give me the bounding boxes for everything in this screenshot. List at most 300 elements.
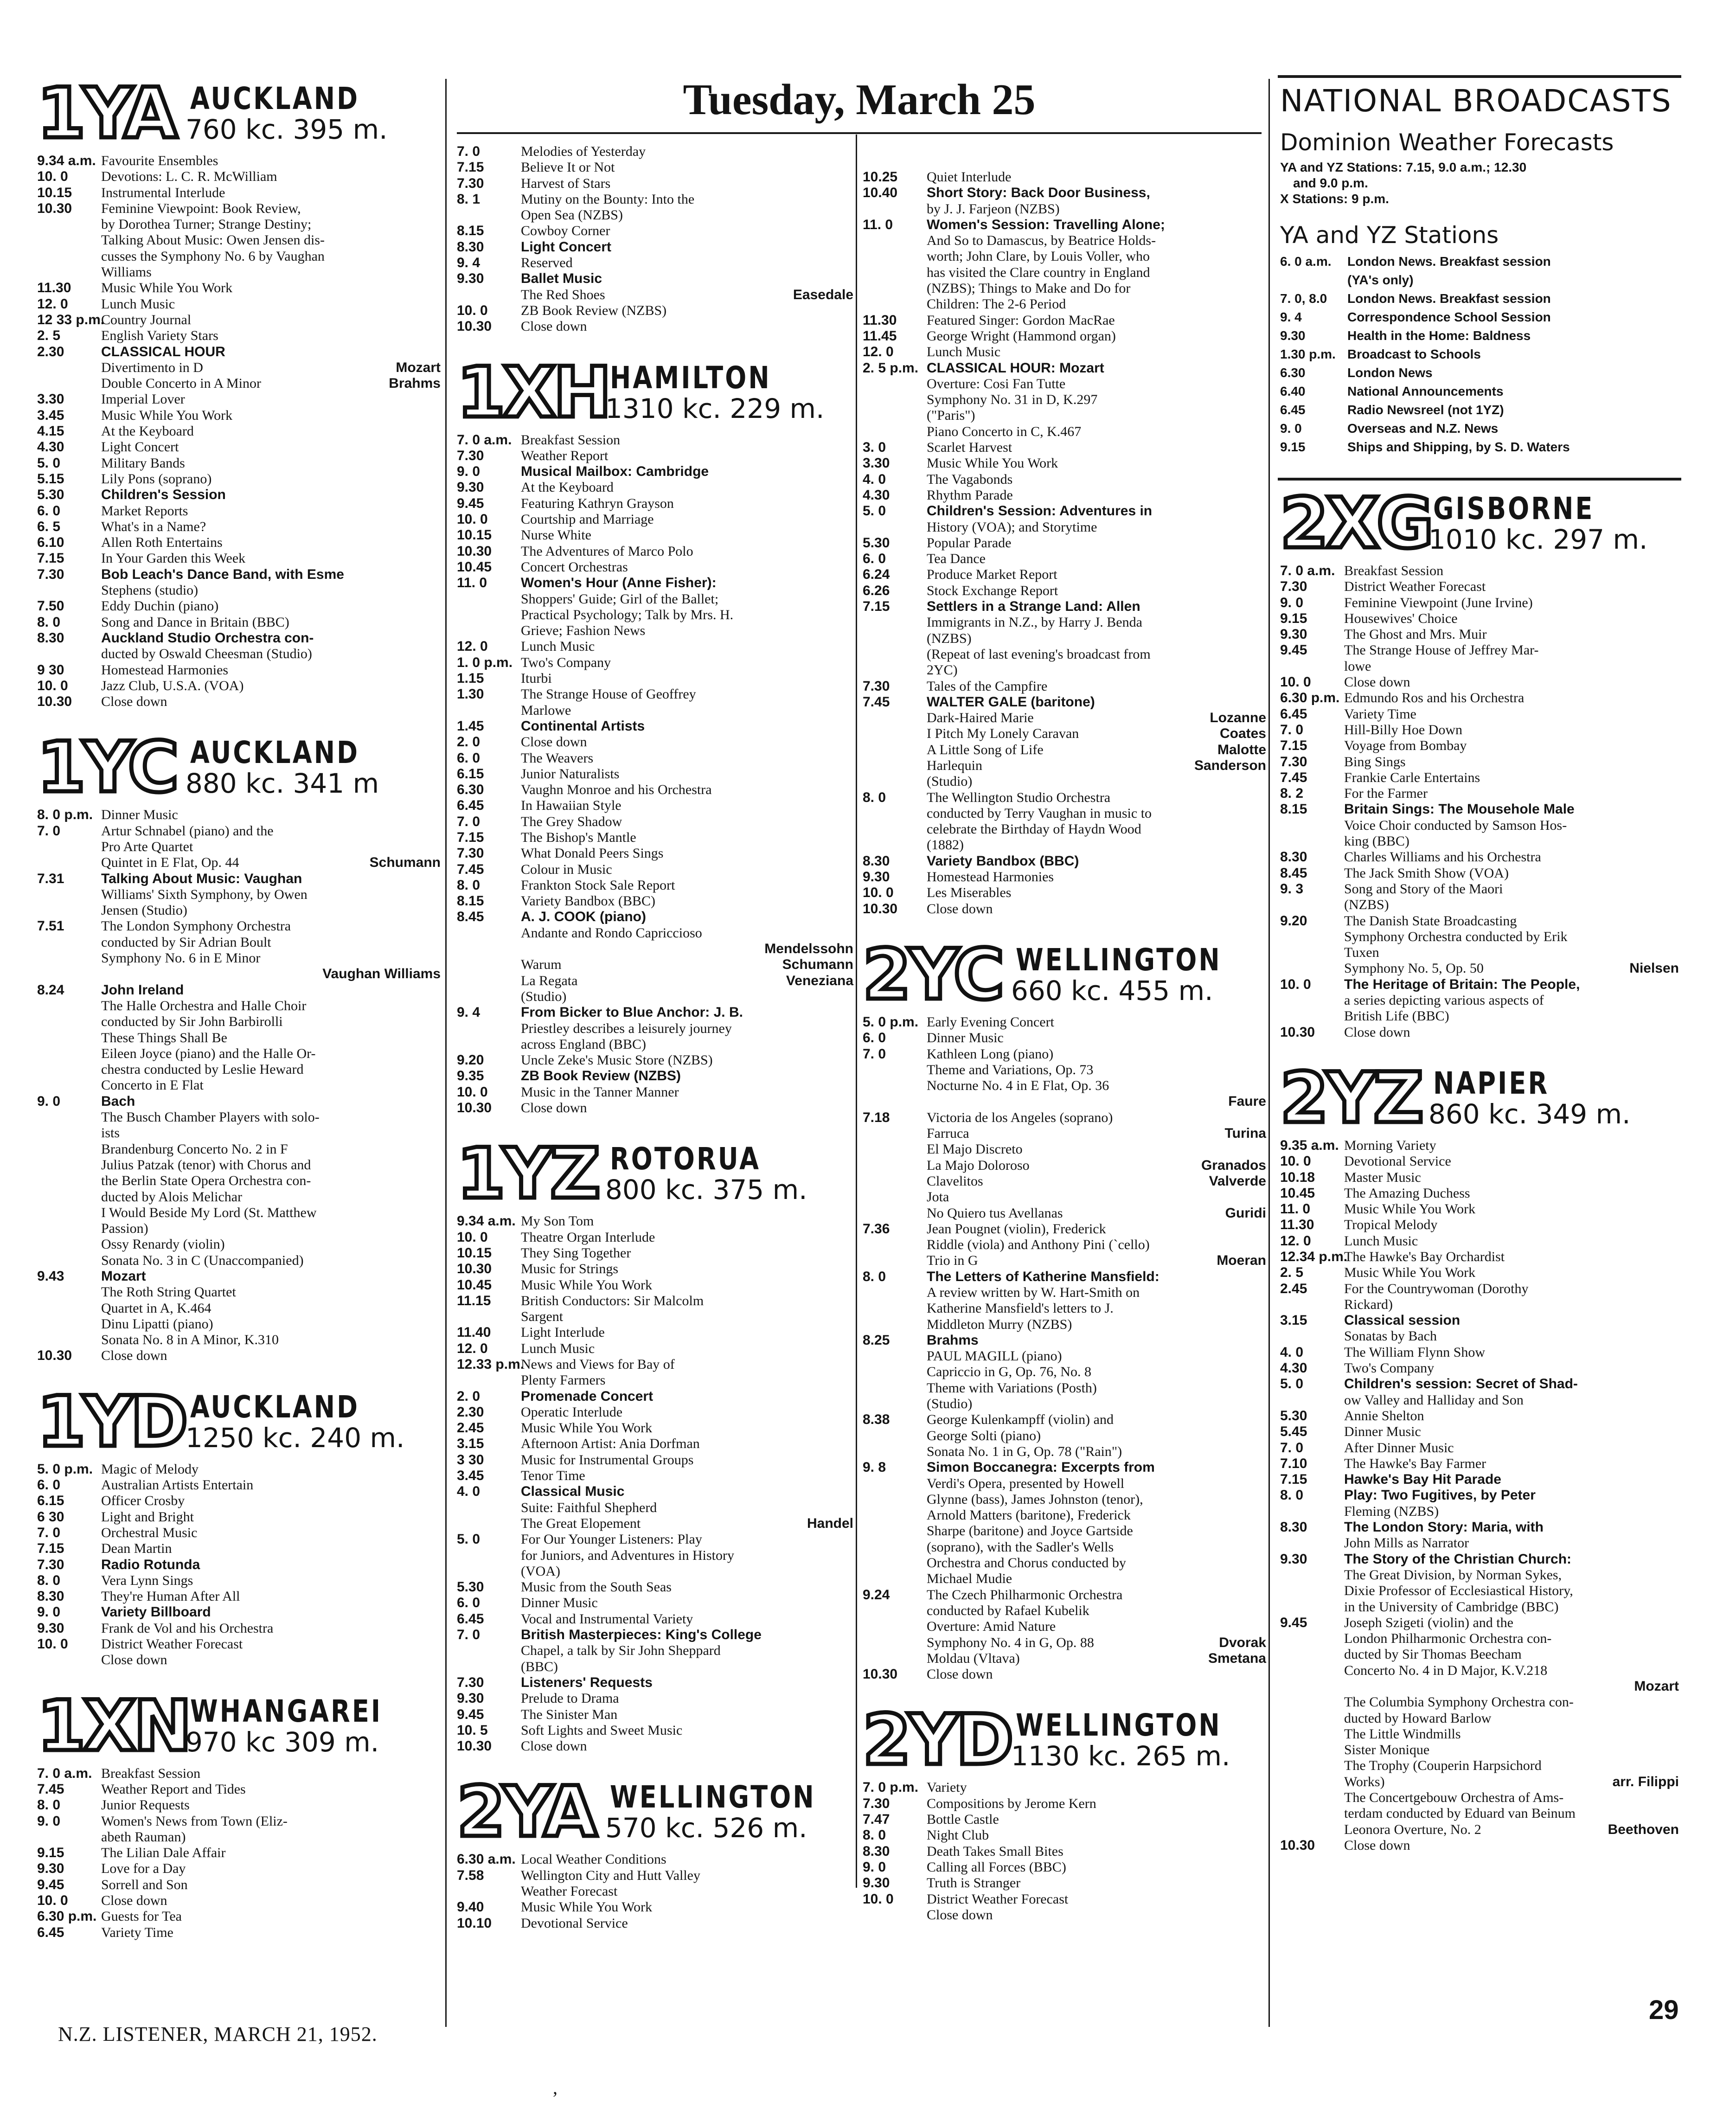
programme-time: 2. 5 p.m. bbox=[863, 360, 919, 376]
programme-time bbox=[863, 1507, 927, 1523]
programme-time bbox=[37, 646, 101, 662]
programme-time bbox=[863, 296, 927, 312]
programme-time bbox=[863, 615, 927, 630]
programme-time: 10.30 bbox=[457, 1738, 492, 1754]
programme-item bbox=[37, 328, 441, 344]
programme-item bbox=[37, 360, 441, 376]
programme-item bbox=[37, 583, 441, 598]
programme-time bbox=[863, 392, 927, 408]
programme-title: London Philharmonic Orchestra con- bbox=[1344, 1631, 1552, 1647]
programme-title: Joseph Szigeti (violin) and the bbox=[1344, 1615, 1513, 1630]
programme-time: 2.45 bbox=[457, 1420, 484, 1436]
programme-title: CLASSICAL HOUR: Mozart bbox=[927, 360, 1104, 376]
programme-time: 6.15 bbox=[457, 766, 484, 782]
programme-item bbox=[863, 1269, 1266, 1285]
programme-item bbox=[457, 1868, 853, 1884]
programme-item bbox=[457, 1068, 853, 1084]
national-item-title: Radio Newsreel (not 1YZ) bbox=[1347, 403, 1504, 417]
programme-title: Sharpe (baritone) and Joyce Gartside bbox=[927, 1523, 1133, 1539]
programme-time bbox=[863, 1555, 927, 1571]
programme-time: 8. 0 bbox=[37, 1797, 61, 1813]
page-number: 29 bbox=[1649, 1995, 1679, 2025]
programme-item bbox=[863, 440, 1266, 455]
station-1xn bbox=[37, 1687, 441, 1941]
national-item-title: Ships and Shipping, by S. D. Waters bbox=[1347, 440, 1570, 454]
programme-time: 5.30 bbox=[1280, 1408, 1307, 1423]
programme-title: Produce Market Report bbox=[927, 567, 1057, 583]
programme-item bbox=[457, 1084, 853, 1100]
programme-item bbox=[863, 1141, 1266, 1157]
programme-item bbox=[457, 160, 853, 175]
programme-item bbox=[37, 1157, 441, 1173]
programme-title: cusses the Symphony No. 6 by Vaughan bbox=[101, 248, 325, 264]
station-2yc bbox=[863, 936, 1266, 1682]
programme-item bbox=[37, 1237, 441, 1252]
programme-time bbox=[457, 703, 521, 718]
programme-time: 5. 0 bbox=[1280, 1376, 1304, 1392]
composer-name: Nielsen bbox=[1629, 961, 1679, 976]
programme-time bbox=[37, 1109, 101, 1125]
programme-item bbox=[457, 303, 853, 319]
programme-title: Theatre Organ Interlude bbox=[521, 1229, 655, 1245]
programme-time bbox=[863, 519, 927, 535]
programme-time bbox=[863, 631, 927, 647]
programme-title: conducted by Terry Vaughan in music to bbox=[927, 805, 1152, 821]
programme-title: Lunch Music bbox=[521, 1340, 595, 1356]
programme-list bbox=[37, 1766, 441, 1941]
programme-time bbox=[457, 207, 521, 223]
programme-time: 7.50 bbox=[37, 598, 64, 614]
programme-item bbox=[37, 1077, 441, 1093]
station-2yz bbox=[1280, 1059, 1679, 1853]
programme-time: 12.34 p.m. bbox=[1280, 1249, 1348, 1264]
programme-title: For the Countrywoman (Dorothy bbox=[1344, 1281, 1529, 1296]
programme-title: king (BBC) bbox=[1344, 833, 1409, 849]
programme-title: George Wright (Hammond organ) bbox=[927, 328, 1116, 344]
programme-time: 8.30 bbox=[37, 1589, 64, 1604]
programme-title: Arnold Matters (baritone), Frederick bbox=[927, 1507, 1131, 1523]
programme-title: Jazz Club, U.S.A. (VOA) bbox=[101, 678, 244, 693]
composer-name: Mendelssohn bbox=[764, 941, 853, 957]
programme-item bbox=[1280, 897, 1679, 913]
programme-title: Weather Report bbox=[521, 448, 609, 463]
programme-item bbox=[37, 1589, 441, 1604]
programme-time: 10.30 bbox=[863, 1667, 898, 1682]
programme-title: Junior Requests bbox=[101, 1797, 190, 1813]
programme-title: In Hawaiian Style bbox=[521, 798, 621, 814]
programme-time: 9. 3 bbox=[1280, 881, 1304, 897]
programme-title: British Life (BBC) bbox=[1344, 1008, 1449, 1024]
station-city: ROTORUA bbox=[610, 1141, 761, 1177]
programme-item bbox=[863, 249, 1266, 264]
programme-item bbox=[1280, 706, 1679, 722]
programme-item bbox=[863, 1396, 1266, 1412]
composer-name: Faure bbox=[1228, 1094, 1266, 1109]
column-rule bbox=[1268, 79, 1270, 2027]
programme-title: Close down bbox=[1344, 674, 1410, 690]
programme-title: Continental Artists bbox=[521, 718, 645, 734]
programme-item bbox=[1280, 770, 1679, 786]
programme-time bbox=[1280, 1328, 1344, 1344]
programme-time: 7.15 bbox=[457, 829, 484, 845]
programme-title: Frankton Stock Sale Report bbox=[521, 877, 675, 893]
programme-title: Andante and Rondo Capriccioso bbox=[521, 925, 702, 941]
programme-time: 7.30 bbox=[863, 678, 890, 694]
station-2yd bbox=[863, 1701, 1266, 1923]
programme-time: 9.45 bbox=[457, 495, 484, 511]
programme-item bbox=[37, 439, 441, 455]
station-2ya bbox=[457, 1773, 853, 1931]
programme-title: Brandenburg Concerto No. 2 in F bbox=[101, 1141, 288, 1157]
programme-title: The Halle Orchestra and Halle Choir bbox=[101, 998, 307, 1013]
programme-title: Variety Bandbox (BBC) bbox=[521, 893, 655, 909]
programme-title: Children: The 2-6 Period bbox=[927, 296, 1066, 312]
programme-item bbox=[37, 918, 441, 934]
programme-item bbox=[1280, 1519, 1679, 1535]
programme-title: Edmundo Ros and his Orchestra bbox=[1344, 690, 1525, 706]
programme-item bbox=[37, 264, 441, 280]
programme-title: Compositions by Jerome Kern bbox=[927, 1795, 1096, 1811]
programme-title: Feminine Viewpoint (June Irvine) bbox=[1344, 595, 1533, 610]
programme-title: Stephens (studio) bbox=[101, 583, 199, 598]
programme-time bbox=[863, 1253, 927, 1269]
programme-item bbox=[863, 1158, 1266, 1173]
programme-time: 9. 0 bbox=[863, 1859, 886, 1875]
programme-item bbox=[457, 718, 853, 734]
programme-item bbox=[863, 1667, 1266, 1682]
programme-time bbox=[37, 1173, 101, 1189]
programme-title: Featured Singer: Gordon MacRae bbox=[927, 312, 1115, 328]
programme-time: 9.30 bbox=[1280, 627, 1307, 642]
programme-item bbox=[1280, 818, 1679, 833]
programme-item bbox=[1280, 1790, 1679, 1806]
programme-item bbox=[37, 280, 441, 296]
programme-time: 10.45 bbox=[1280, 1185, 1315, 1201]
programme-time: 7.15 bbox=[1280, 1472, 1307, 1487]
programme-item bbox=[37, 296, 441, 312]
programme-item bbox=[1280, 579, 1679, 595]
programme-item bbox=[863, 1619, 1266, 1635]
programme-title: Double Concerto in A Minor bbox=[101, 376, 261, 391]
programme-item bbox=[863, 837, 1266, 853]
programme-title: Fleming (NZBS) bbox=[1344, 1503, 1439, 1519]
programme-time: 10.30 bbox=[1280, 1024, 1315, 1040]
programme-time bbox=[1280, 1663, 1344, 1679]
programme-item bbox=[1280, 1472, 1679, 1487]
composer-name: Sanderson bbox=[1194, 757, 1266, 773]
programme-title: Tea Dance bbox=[927, 551, 986, 567]
programme-item bbox=[457, 480, 853, 495]
programme-title: The Bishop's Mantle bbox=[521, 829, 636, 845]
programme-time: 6.10 bbox=[37, 535, 64, 551]
programme-title: Pro Arte Quartet bbox=[101, 839, 193, 854]
programme-time bbox=[863, 821, 927, 837]
programme-title: For Our Younger Listeners: Play bbox=[521, 1532, 702, 1547]
programme-title: Quartet in A, K.464 bbox=[101, 1300, 211, 1316]
programme-time: 9.40 bbox=[457, 1899, 484, 1915]
programme-title: abeth Rauman) bbox=[101, 1829, 186, 1845]
programme-title: Believe It or Not bbox=[521, 160, 615, 175]
programme-time: 9.30 bbox=[457, 480, 484, 495]
station-heading bbox=[457, 1135, 853, 1213]
programme-time bbox=[863, 742, 927, 758]
programme-item bbox=[37, 1253, 441, 1269]
programme-item bbox=[457, 1691, 853, 1706]
programme-item bbox=[863, 869, 1266, 885]
national-items bbox=[1280, 252, 1679, 456]
programme-title: Close down bbox=[101, 1348, 167, 1364]
programme-title: WALTER GALE (baritone) bbox=[927, 694, 1095, 710]
programme-time bbox=[37, 998, 101, 1014]
programme-time: 10. 0 bbox=[1280, 674, 1311, 690]
programme-item bbox=[1280, 1138, 1679, 1154]
programme-item bbox=[863, 567, 1266, 583]
programme-item bbox=[37, 935, 441, 950]
programme-title: For the Farmer bbox=[1344, 786, 1428, 801]
programme-title: Dixie Professor of Ecclesiastical History, bbox=[1344, 1583, 1573, 1599]
programme-item bbox=[457, 1293, 853, 1309]
programme-item bbox=[1280, 1008, 1679, 1024]
programme-item bbox=[457, 207, 853, 223]
national-item-title: Broadcast to Schools bbox=[1347, 347, 1481, 361]
programme-time: 6.45 bbox=[1280, 706, 1307, 722]
station-heading bbox=[863, 1701, 1266, 1780]
programme-item bbox=[457, 1532, 853, 1547]
programme-time: 4.30 bbox=[37, 439, 64, 455]
programme-item bbox=[37, 871, 441, 887]
programme-time: 6. 5 bbox=[37, 519, 61, 534]
programme-item bbox=[1280, 1170, 1679, 1186]
programme-item bbox=[37, 1284, 441, 1300]
programme-item bbox=[863, 1476, 1266, 1492]
programme-item bbox=[457, 144, 853, 160]
programme-title: Play: Two Fugitives, by Peter bbox=[1344, 1487, 1536, 1503]
programme-title: Voyage from Bombay bbox=[1344, 738, 1467, 754]
programme-time bbox=[37, 935, 101, 950]
programme-item bbox=[37, 535, 441, 551]
programme-title: My Son Tom bbox=[521, 1213, 594, 1229]
programme-title: Uncle Zeke's Music Store (NZBS) bbox=[521, 1052, 713, 1068]
programme-title: News and Views for Bay of bbox=[521, 1357, 675, 1372]
programme-item bbox=[37, 1141, 441, 1157]
programme-item bbox=[457, 639, 853, 654]
programme-item bbox=[863, 647, 1266, 662]
programme-item bbox=[1280, 1838, 1679, 1853]
programme-item bbox=[1280, 929, 1679, 945]
programme-list bbox=[37, 1462, 441, 1668]
programme-time: 12. 0 bbox=[457, 639, 488, 654]
programme-title: Music While You Work bbox=[101, 280, 233, 296]
station-heading bbox=[37, 74, 441, 153]
programme-title: Dinu Lipatti (piano) bbox=[101, 1316, 213, 1332]
programme-item bbox=[37, 1509, 441, 1525]
date-title: Tuesday, March 25 bbox=[683, 76, 1036, 124]
station-city: NAPIER bbox=[1433, 1065, 1550, 1101]
programme-time: 9.34 a.m. bbox=[457, 1213, 516, 1229]
programme-time bbox=[37, 1284, 101, 1300]
programme-title: worth; John Clare, by Louis Voller, who bbox=[927, 249, 1150, 264]
composer-name: Mozart bbox=[1634, 1679, 1679, 1694]
programme-time bbox=[863, 647, 927, 662]
programme-title: Lunch Music bbox=[521, 639, 595, 654]
publication-footer: N.Z. LISTENER, MARCH 21, 1952. bbox=[58, 2023, 378, 2045]
programme-title: Marlowe bbox=[521, 702, 571, 718]
programme-item bbox=[863, 1780, 1266, 1795]
programme-item bbox=[37, 1925, 441, 1941]
programme-item bbox=[457, 496, 853, 512]
programme-item bbox=[457, 989, 853, 1005]
programme-item bbox=[37, 1205, 441, 1221]
programme-time bbox=[37, 232, 101, 248]
programme-item bbox=[37, 998, 441, 1014]
programme-item bbox=[37, 1604, 441, 1620]
programme-time bbox=[37, 249, 101, 264]
programme-time: 4. 0 bbox=[863, 471, 886, 487]
programme-time: 6.45 bbox=[37, 1924, 64, 1940]
programme-item bbox=[863, 1173, 1266, 1189]
programme-title: Military Bands bbox=[101, 455, 185, 471]
programme-time: 9. 0 bbox=[457, 464, 480, 480]
programme-item bbox=[37, 376, 441, 391]
programme-time: 9 30 bbox=[37, 662, 64, 678]
station-heading bbox=[37, 1383, 441, 1462]
programme-title: English Variety Stars bbox=[101, 328, 218, 344]
programme-title: Music from the South Seas bbox=[521, 1579, 672, 1595]
programme-time bbox=[37, 1062, 101, 1077]
programme-title bbox=[927, 1094, 1223, 1109]
programme-time bbox=[37, 1189, 101, 1205]
programme-time bbox=[37, 1046, 101, 1062]
programme-item bbox=[37, 678, 441, 694]
programme-title: The Wellington Studio Orchestra bbox=[927, 789, 1111, 805]
programme-title: Stock Exchange Report bbox=[927, 583, 1058, 598]
programme-title: Prelude to Drama bbox=[521, 1691, 619, 1706]
programme-item bbox=[863, 1126, 1266, 1141]
programme-title: Country Journal bbox=[101, 312, 192, 327]
programme-item bbox=[457, 1420, 853, 1436]
programme-title: Symphony No. 31 in D, K.297 bbox=[927, 392, 1098, 408]
programme-item bbox=[457, 1707, 853, 1723]
programme-time: 9.24 bbox=[863, 1587, 890, 1603]
programme-title: Calling all Forces (BBC) bbox=[927, 1859, 1066, 1875]
programme-item bbox=[1280, 595, 1679, 611]
programme-title: Officer Crosby bbox=[101, 1493, 185, 1509]
programme-title: Tropical Melody bbox=[1344, 1217, 1438, 1233]
programme-item bbox=[37, 1332, 441, 1348]
programme-title: Lunch Music bbox=[927, 344, 1001, 360]
programme-time bbox=[1280, 1297, 1344, 1313]
national-item-time: 6.30 bbox=[1280, 365, 1306, 380]
programme-title: Close down bbox=[101, 1652, 167, 1668]
programme-time bbox=[1280, 1711, 1344, 1726]
programme-item bbox=[37, 807, 441, 823]
programme-item bbox=[37, 1462, 441, 1477]
programme-time: 8. 0 bbox=[1280, 1487, 1304, 1503]
programme-time: 8. 0 bbox=[863, 1269, 886, 1284]
programme-time bbox=[863, 1141, 927, 1157]
programme-title: Bach bbox=[101, 1093, 135, 1109]
programme-title: (Studio) bbox=[927, 774, 973, 789]
programme-time bbox=[863, 1348, 927, 1364]
programme-title: conducted by Sir Adrian Boult bbox=[101, 934, 271, 950]
programme-item bbox=[37, 312, 441, 328]
programme-title: Chapel, a talk by Sir John Sheppard bbox=[521, 1643, 721, 1659]
programme-item bbox=[37, 344, 441, 360]
programme-time: 7.30 bbox=[863, 1795, 890, 1811]
programme-item bbox=[863, 583, 1266, 599]
programme-item bbox=[37, 1030, 441, 1046]
programme-time: 2.30 bbox=[457, 1404, 484, 1420]
programme-time bbox=[1280, 1535, 1344, 1551]
programme-title: ducted by Howard Barlow bbox=[1344, 1710, 1492, 1726]
programme-time bbox=[863, 837, 927, 853]
programme-title: (1882) bbox=[927, 837, 964, 853]
programme-time bbox=[37, 217, 101, 232]
programme-time: 10. 0 bbox=[37, 169, 68, 185]
programme-time bbox=[863, 662, 927, 678]
programme-item bbox=[1280, 690, 1679, 706]
programme-title: Jensen (Studio) bbox=[101, 903, 187, 918]
programme-item bbox=[37, 630, 441, 646]
programme-item bbox=[863, 901, 1266, 917]
programme-time bbox=[37, 1253, 101, 1269]
programme-item bbox=[457, 527, 853, 543]
programme-title: Suite: Faithful Shepherd bbox=[521, 1500, 657, 1515]
programme-title: A review written by W. Hart-Smith on bbox=[927, 1285, 1140, 1300]
programme-time: 7.15 bbox=[1280, 738, 1307, 754]
programme-time: 9.35 a.m. bbox=[1280, 1137, 1339, 1153]
programme-time: 10. 0 bbox=[37, 1636, 68, 1652]
programme-time bbox=[37, 1829, 101, 1845]
programme-title: The Ghost and Mrs. Muir bbox=[1344, 627, 1487, 642]
programme-item bbox=[457, 909, 853, 925]
programme-item bbox=[863, 1603, 1266, 1619]
programme-title: Close down bbox=[927, 1667, 993, 1682]
column-4 bbox=[1280, 0, 1679, 1857]
programme-item bbox=[1280, 1599, 1679, 1615]
programme-title: The Great Elopement bbox=[521, 1515, 641, 1531]
programme-time: 9.45 bbox=[457, 1706, 484, 1722]
programme-time: 4.30 bbox=[863, 487, 890, 503]
programme-time bbox=[1280, 1774, 1344, 1790]
programme-item bbox=[863, 599, 1266, 615]
programme-item bbox=[37, 423, 441, 439]
programme-time: 10.25 bbox=[863, 169, 898, 185]
programme-item bbox=[457, 1021, 853, 1037]
programme-item bbox=[1280, 738, 1679, 754]
programme-title: Junior Naturalists bbox=[521, 766, 620, 782]
programme-item bbox=[37, 1301, 441, 1316]
programme-item bbox=[37, 1525, 441, 1541]
programme-title: Variety Bandbox (BBC) bbox=[927, 853, 1079, 869]
programme-item bbox=[457, 1261, 853, 1277]
programme-title: Michael Mudie bbox=[927, 1571, 1012, 1587]
programme-title: Concert Orchestras bbox=[521, 559, 628, 575]
programme-title: Close down bbox=[1344, 1024, 1410, 1040]
programme-item bbox=[863, 694, 1266, 710]
programme-item bbox=[457, 287, 853, 303]
programme-item bbox=[457, 623, 853, 639]
programme-time: 7.30 bbox=[457, 175, 484, 191]
programme-title: La Majo Doloroso bbox=[927, 1157, 1030, 1173]
programme-item bbox=[457, 1230, 853, 1245]
programme-title: The Busch Chamber Players with solo- bbox=[101, 1109, 320, 1125]
programme-list bbox=[863, 169, 1266, 917]
programme-title: Farruca bbox=[927, 1126, 969, 1141]
programme-item bbox=[457, 1500, 853, 1516]
national-item-time: 9.15 bbox=[1280, 440, 1306, 454]
national-item bbox=[1280, 345, 1679, 364]
